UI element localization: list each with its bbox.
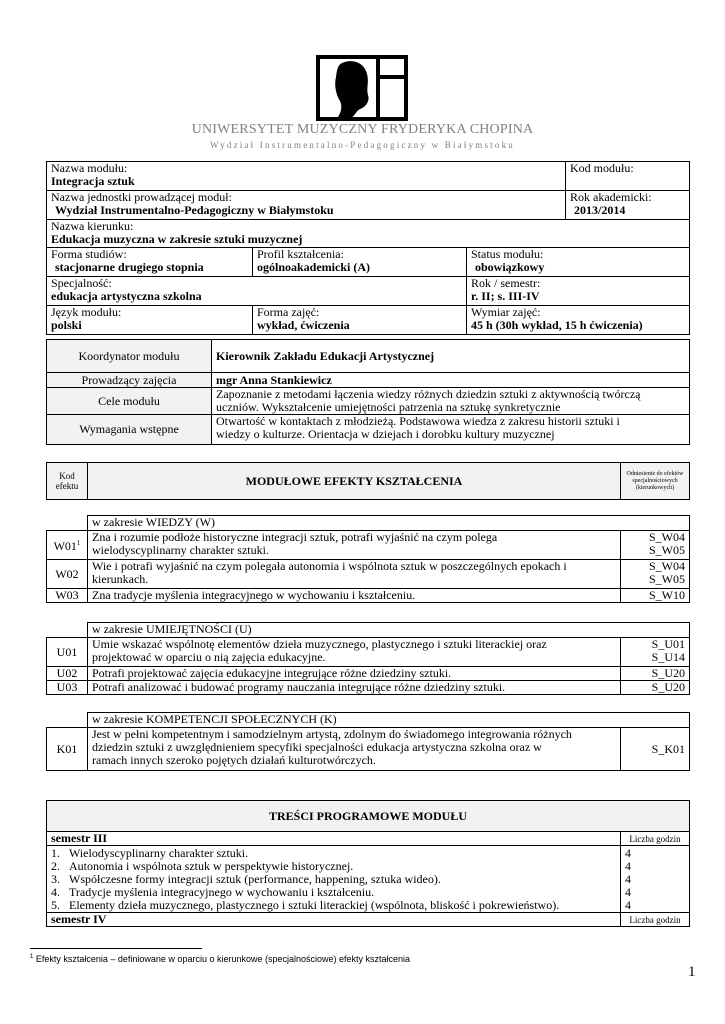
effect-code-label-1: Kod bbox=[59, 471, 75, 481]
item-hours: 4 bbox=[625, 859, 631, 873]
effect-ref-label-1: Odniesienie do efektów bbox=[626, 470, 684, 477]
unit-name: Wydział Instrumentalno-Pedagogiczny w Białymstoku bbox=[55, 203, 334, 217]
semester-label: Rok / semestr: bbox=[471, 276, 541, 290]
list-item: 4. Tradycje myślenia integracyjnego w wychowaniu i kształceniu. bbox=[51, 885, 375, 899]
profile: ogólnoakademicki (A) bbox=[257, 260, 371, 274]
teacher: mgr Anna Stankiewicz bbox=[212, 373, 690, 388]
semester: r. II; s. III-IV bbox=[471, 289, 540, 303]
hours: 45 h (30h wykład, 15 h ćwiczenia) bbox=[471, 318, 643, 332]
effect-text-line: Umie wskazać wspólnotę elementów dzieła muzycznego, plastycznego i sztuki literackiej oraz bbox=[92, 637, 547, 651]
effect-ref-label-2: specjalnościowych bbox=[632, 477, 678, 484]
effect-ref: S_W05 bbox=[649, 572, 685, 586]
item-hours: 4 bbox=[625, 872, 631, 886]
semester-3-label: semestr III bbox=[47, 832, 621, 846]
effect-text-line: Wie i potrafi wyjaśnić na czym polegała autonomia i wspólnota sztuk w poszczególnych epokach i bbox=[92, 559, 567, 573]
effect-ref: S_K01 bbox=[621, 728, 690, 771]
module-name-label: Nazwa modułu: bbox=[51, 161, 128, 175]
effect-code: W01 bbox=[53, 539, 77, 553]
study-form: stacjonarne drugiego stopnia bbox=[55, 260, 204, 274]
module-code-label: Kod modułu: bbox=[570, 161, 634, 175]
university-logo bbox=[316, 55, 408, 121]
teacher-label: Prowadzący zajęcia bbox=[47, 373, 212, 388]
effect-text-line: ramach innych szeroko pojętych działań kulturotwórczych. bbox=[92, 753, 376, 767]
requirements-line-1: Otwartość w kontaktach z młodzieżą. Podstawowa wiedza z zakresu historii sztuki i bbox=[216, 414, 620, 428]
faculty-name: Wydział Instrumentalno-Pedagogiczny w Białymstoku bbox=[210, 140, 515, 150]
knowledge-table bbox=[46, 515, 690, 603]
semester-4-label: semestr IV bbox=[47, 913, 621, 927]
skills-title: w zakresie UMIEJĘTNOŚCI (U) bbox=[88, 623, 690, 638]
effect-ref: S_U20 bbox=[621, 667, 690, 681]
table-row bbox=[47, 728, 690, 771]
effects-title: MODUŁOWE EFEKTY KSZTAŁCENIA bbox=[88, 463, 621, 500]
social-title: w zakresie KOMPETENCJI SPOŁECZNYCH (K) bbox=[88, 713, 690, 728]
university-name: UNIWERSYTET MUZYCZNY FRYDERYKA CHOPINA bbox=[191, 122, 534, 137]
specialty-label: Specjalność: bbox=[51, 276, 112, 290]
language-label: Język modułu: bbox=[51, 305, 122, 319]
item-hours: 4 bbox=[625, 885, 631, 899]
footnote-text: Efekty kształcenia – definiowane w oparciu o kierunkowe (specjalnościowe) efekty kształcenia bbox=[35, 954, 411, 964]
class-form: wykład, ćwiczenia bbox=[257, 318, 350, 332]
hours-column-label: Liczba godzin bbox=[629, 834, 681, 844]
list-item: 2. Autonomia i wspólnota sztuk w perspektywie historycznej. bbox=[51, 859, 354, 873]
list-item: 5. Elementy dzieła muzycznego, plastycznego i sztuki literackiej (wspólnota, bliskość i pokrewieństwo). bbox=[51, 898, 560, 912]
footnote-divider bbox=[30, 948, 202, 949]
direction-label: Nazwa kierunku: bbox=[51, 219, 134, 233]
specialty: edukacja artystyczna szkolna bbox=[51, 289, 202, 303]
table-row bbox=[47, 667, 690, 681]
table-row bbox=[47, 638, 690, 667]
status-label: Status modułu: bbox=[471, 247, 544, 261]
effect-ref: S_W10 bbox=[621, 589, 690, 603]
effect-text-line: Zna tradycje myślenia integracyjnego w wychowaniu i kształceniu. bbox=[88, 589, 621, 603]
goals-label: Cele modułu bbox=[47, 388, 212, 415]
footnote-number: 1 bbox=[30, 954, 34, 960]
list-item: 1. Wielodyscyplinarny charakter sztuki. bbox=[51, 846, 249, 860]
effect-ref: S_U01 bbox=[651, 637, 685, 651]
table-row bbox=[47, 846, 690, 913]
effect-code: U02 bbox=[47, 667, 88, 681]
hours-label: Wymiar zajęć: bbox=[471, 305, 541, 319]
hours-column-label: Liczba godzin bbox=[629, 915, 681, 925]
effect-ref-label-3: (kierunkowych) bbox=[635, 484, 675, 491]
table-row bbox=[47, 531, 690, 560]
effect-ref: S_W05 bbox=[649, 543, 685, 557]
profile-label: Profil kształcenia: bbox=[257, 247, 344, 261]
language: polski bbox=[51, 318, 82, 332]
direction-name: Edukacja muzyczna w zakresie sztuki muzycznej bbox=[51, 232, 303, 246]
effect-text-line: kierunkach. bbox=[92, 572, 149, 586]
effect-code: U03 bbox=[47, 681, 88, 695]
table-row bbox=[47, 589, 690, 603]
table-row bbox=[47, 681, 690, 695]
effect-code: U01 bbox=[47, 638, 88, 667]
effects-header-table bbox=[46, 462, 690, 500]
effect-text-line: Jest w pełni kompetentnym i samodzielnym artystą, zdolnym do świadomego integrowania różnych bbox=[92, 727, 572, 741]
academic-year-label: Rok akademicki: bbox=[570, 190, 652, 204]
item-hours: 4 bbox=[625, 898, 631, 912]
page-number: 1 bbox=[688, 964, 696, 980]
effect-ref: S_W04 bbox=[649, 530, 685, 544]
requirements-line-2: wiedzy o kulturze. Orientacja w dziejach i dorobku kultury muzycznej bbox=[216, 427, 555, 441]
effect-code-label-2: efektu bbox=[55, 481, 79, 491]
social-table bbox=[46, 712, 690, 771]
effect-code: W02 bbox=[47, 560, 88, 589]
requirements-label: Wymagania wstępne bbox=[47, 415, 212, 445]
goals-line-2: uczniów. Wykształcenie umiejętności patrzenia na sztukę synkretycznie bbox=[216, 400, 561, 414]
list-item: 3. Współczesne formy integracji sztuk (performance, happening, sztuka wideo). bbox=[51, 872, 441, 886]
goals-line-1: Zapoznanie z metodami łączenia wiedzy różnych dziedzin sztuki z aktywnością twórczą bbox=[216, 387, 641, 401]
effect-code: W03 bbox=[47, 589, 88, 603]
coordinator-table bbox=[46, 339, 690, 445]
status: obowiązkowy bbox=[475, 260, 545, 274]
coordinator-label: Koordynator modułu bbox=[47, 340, 212, 373]
effect-ref: S_U20 bbox=[621, 681, 690, 695]
skills-table bbox=[46, 622, 690, 695]
effect-ref: S_W04 bbox=[649, 559, 685, 573]
module-name: Integracja sztuk bbox=[51, 174, 135, 188]
knowledge-title: w zakresie WIEDZY (W) bbox=[88, 516, 690, 531]
footnote bbox=[30, 954, 410, 964]
class-form-label: Forma zajęć: bbox=[257, 305, 320, 319]
footnote-ref: 1 bbox=[76, 539, 81, 547]
study-form-label: Forma studiów: bbox=[51, 247, 127, 261]
academic-year: 2013/2014 bbox=[574, 203, 626, 217]
content-title: TREŚCI PROGRAMOWE MODUŁU bbox=[47, 801, 690, 832]
effect-text-line: projektować w oparciu o nią zajęcia edukacyjne. bbox=[92, 650, 326, 664]
program-content-table bbox=[46, 800, 690, 927]
effect-text-line: Potrafi analizować i budować programy nauczania integrujące różne dziedziny sztuki. bbox=[88, 681, 621, 695]
effect-text-line: Potrafi projektować zajęcia edukacyjne integrujące różne dziedziny sztuki. bbox=[88, 667, 621, 681]
effect-ref: S_U14 bbox=[651, 650, 685, 664]
module-info-table bbox=[46, 161, 690, 335]
effect-text-line: dziedzin sztuki z uwzględnieniem specyfiki specjalności edukacja artystyczna szkolna oraz w bbox=[92, 740, 542, 754]
item-hours: 4 bbox=[625, 846, 631, 860]
effect-text-line: Zna i rozumie podłoże historyczne integracji sztuk, potrafi wyjaśnić na czym polega bbox=[92, 530, 498, 544]
effect-text-line: wielodyscyplinarny charakter sztuki. bbox=[92, 543, 269, 557]
table-row bbox=[47, 560, 690, 589]
unit-label: Nazwa jednostki prowadzącej moduł: bbox=[51, 190, 232, 204]
effect-code: K01 bbox=[47, 728, 88, 771]
coordinator: Kierownik Zakładu Edukacji Artystycznej bbox=[212, 340, 690, 373]
